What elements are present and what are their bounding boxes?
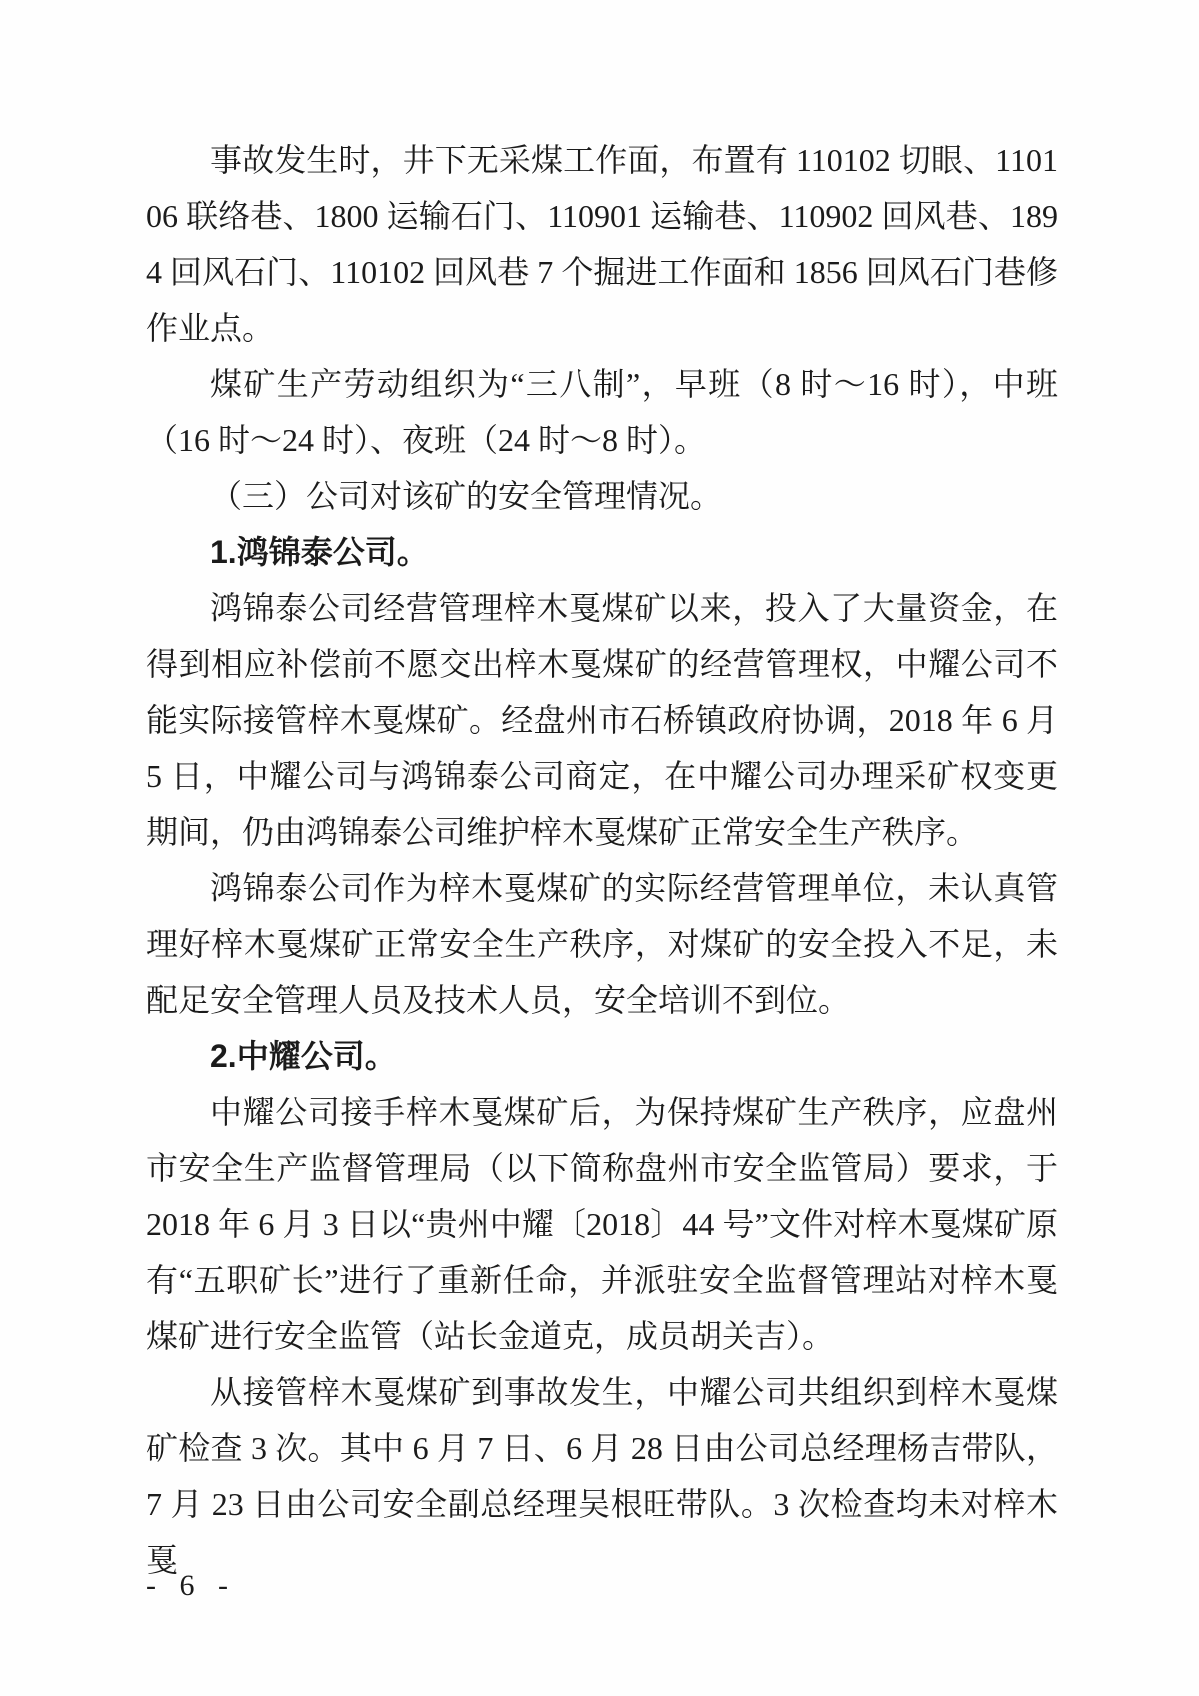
paragraph-zhongyao-inspections: 从接管梓木戛煤矿到事故发生，中耀公司共组织到梓木戛煤矿检查 3 次。其中 6 月 7 日、6 月 28 日由公司总经理杨吉带队，7 月 23 日由公司安全副总经理吴根旺带队。3 次检查均未对梓木戛 [146, 1374, 1058, 1578]
paragraph-mine-workfaces: 事故发生时，井下无采煤工作面，布置有 110102 切眼、110106 联络巷、1800 运输石门、110901 运输巷、110902 回风巷、1894 回风石门、110102 回风巷 7 个掘进工作面和 1856 回风石门巷修作业点。 [146, 142, 1058, 346]
subheading-hongjintai-company: 1.鸿锦泰公司。 [210, 534, 429, 570]
paragraph-hongjintai-failings: 鸿锦泰公司作为梓木戛煤矿的实际经营管理单位，未认真管理好梓木戛煤矿正常安全生产秩序，对煤矿的安全投入不足，未配足安全管理人员及技术人员，安全培训不到位。 [146, 870, 1058, 1018]
subheading-zhongyao-company: 2.中耀公司。 [210, 1038, 397, 1074]
document-body [146, 132, 1058, 1588]
paragraph-hongjintai-operation: 鸿锦泰公司经营管理梓木戛煤矿以来，投入了大量资金，在得到相应补偿前不愿交出梓木戛煤矿的经营管理权，中耀公司不能实际接管梓木戛煤矿。经盘州市石桥镇政府协调，2018 年 6 月 5 日，中耀公司与鸿锦泰公司商定，在中耀公司办理采矿权变更期间，仍由鸿锦泰公司维护梓木戛煤矿正常安全生产秩序。 [146, 590, 1058, 850]
section-heading-company-safety-management: （三）公司对该矿的安全管理情况。 [210, 478, 723, 514]
paragraph-zhongyao-takeover: 中耀公司接手梓木戛煤矿后，为保持煤矿生产秩序，应盘州市安全生产监督管理局（以下简称盘州市安全监管局）要求，于 2018 年 6 月 3 日以“贵州中耀〔2018〕44 号”文件对梓木戛煤矿原有“五职矿长”进行了重新任命，并派驻安全监督管理站对梓木戛煤矿进行安全监管（站长金道克，成员胡关吉）。 [146, 1094, 1058, 1354]
page-number: - 6 - [146, 1569, 236, 1602]
paragraph-shift-system: 煤矿生产劳动组织为“三八制”，早班（8 时～16 时），中班（16 时～24 时）、夜班（24 时～8 时）。 [146, 366, 1058, 458]
